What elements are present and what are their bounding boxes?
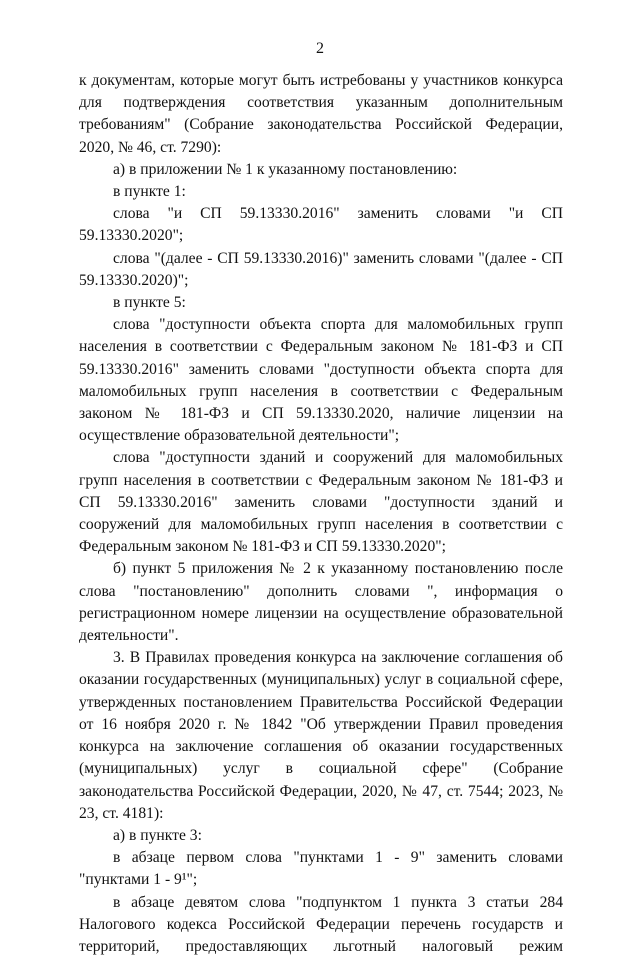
paragraph: б) пункт 5 приложения № 2 к указанному постановлению после слова "постановлению" дополнить словами ", информация о регистрационном номере лицензии на осуществление образовательной деятельности". bbox=[79, 560, 563, 645]
paragraph: в пункте 1: bbox=[113, 183, 186, 201]
paragraph: а) в пункте 3: bbox=[113, 826, 202, 844]
paragraph: 3. В Правилах проведения конкурса на заключение соглашения об оказании государственных (муниципальных) услуг в социальной сфере, утвержденных постановлением Правительства Российской Федерации от 16 ноября 2020 г. № 1842 "Об утверждении Правил проведения конкурса на заключение соглашения об оказании государственных (муниципальных) услуг в социальной сфере" (Собрание законодательства Российской Федерации, 2020, № 47, ст. 7544; 2023, № 23, ст. 4181): bbox=[79, 649, 563, 822]
paragraph: слова "доступности объекта спорта для маломобильных групп населения в соответствии с Федеральным законом № 181-ФЗ и СП 59.13330.2016" заменить словами "доступности объекта спорта для маломобильных групп населения в соответствии с Федеральным законом № 181-ФЗ и СП 59.13330.2020, наличие лицензии на осуществление образовательной деятельности"; bbox=[79, 316, 563, 445]
page-number: 2 bbox=[316, 40, 324, 57]
paragraph-continues: в абзаце девятом слова "подпунктом 1 пункта 3 статьи 284 Налогового кодекса Российской Федерации перечень государств и территорий, предоставляющих льготный налоговый режим bbox=[79, 893, 563, 955]
paragraph: в пункте 5: bbox=[113, 294, 186, 312]
paragraph: в абзаце первом слова "пунктами 1 - 9" заменить словами "пунктами 1 - 9¹"; bbox=[79, 849, 563, 889]
paragraph-continuation: к документам, которые могут быть истребованы у участников конкурса для подтверждения соответствия указанным дополнительным требованиям" (Собрание законодательства Российской Федерации, 2020, № 46, ст. 7290): bbox=[79, 72, 563, 156]
paragraph: а) в приложении № 1 к указанному постановлению: bbox=[113, 160, 458, 178]
paragraph: слова "(далее - СП 59.13330.2016)" заменить словами "(далее - СП 59.13330.2020)"; bbox=[79, 249, 563, 289]
paragraph: слова "и СП 59.13330.2016" заменить словами "и СП 59.13330.2020"; bbox=[79, 205, 563, 245]
document-body bbox=[79, 70, 563, 958]
paragraph: слова "доступности зданий и сооружений для маломобильных групп населения в соответствии с Федеральным законом № 181-ФЗ и СП 59.13330.2016" заменить словами "доступности зданий и сооружений для маломобильных групп населения в соответствии с Федеральным законом № 181-ФЗ и СП 59.13330.2020"; bbox=[79, 449, 563, 556]
